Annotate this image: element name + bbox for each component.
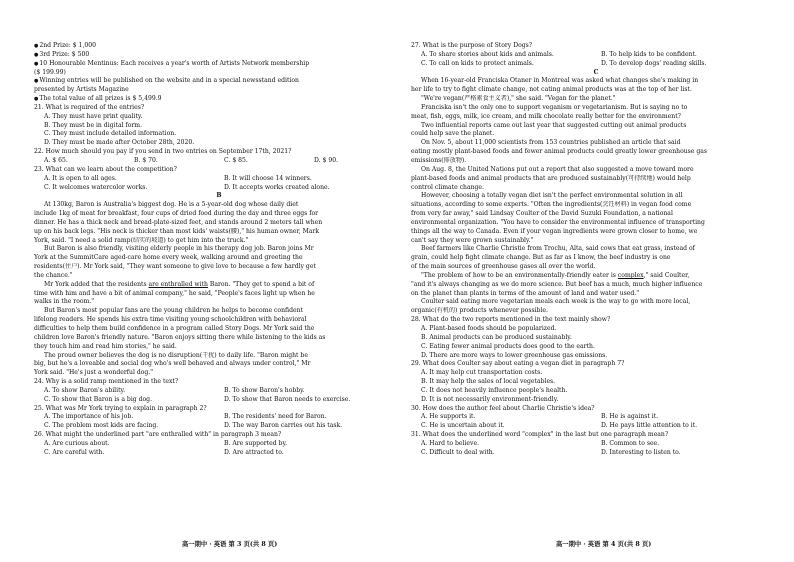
prize-line: presented by Artists Magazine	[34, 86, 129, 94]
answer-option: D. They must be made after October 28th, 2020.	[44, 139, 195, 147]
answer-option: D. Are attracted to.	[224, 448, 284, 456]
prize-line: ($ 199.99)	[34, 68, 66, 76]
passage-line: on the planet than plants in terms of the amount of land and water used."	[411, 289, 640, 297]
question-stem: 26. What might the underlined part "are enthralled with" in paragraph 3 mean?	[34, 431, 282, 439]
passage-line: difficulties to help them build confidence in a program called Story Dogs. Mr York said the	[34, 325, 315, 332]
answer-row	[411, 413, 781, 422]
passage-line: lifelong readers. He spends his extra time visiting young schoolchildren with behavioral	[34, 316, 307, 324]
question-stem: 23. What can we learn about the competition?	[34, 165, 177, 173]
passage-line: children love Baron's friendly nature. "Baron enjoys sitting there while listening to the kids as	[34, 333, 326, 341]
answer-option: B. Animal products can be produced sustainably.	[421, 333, 572, 341]
answer-option: A. $ 65.	[44, 156, 68, 164]
passage-line: York at the SummitCare aged-care home every week, walking around and greeting the	[34, 254, 303, 262]
passage-line: big, but he's a loveable and social dog who's well behaved and always under control," Mr	[34, 360, 311, 368]
passage-line: control climate change.	[411, 183, 484, 191]
prize-line: ● 3rd Prize: $ 500	[34, 51, 404, 60]
passage-line: But Baron's most popular fans are the young children he helps to become confident	[44, 307, 303, 315]
passage-line: up on his back legs. "His neck is thicker than most kids' waists(腰)," his human owner, Mark	[34, 227, 320, 235]
answer-option: C. It welcomes watercolor works.	[44, 183, 148, 191]
section-heading: B	[216, 192, 222, 200]
passage-line: situations, according to some experts. "Often the ingredients(烹饪材料) in vegan food come	[411, 201, 692, 209]
answer-row	[34, 449, 404, 458]
answer-option: C. Eating fewer animal products does good to the earth.	[421, 342, 595, 350]
answer-option: B. It may help the sales of local vegetables.	[421, 378, 556, 386]
passage-text: ," said Coulter,	[643, 271, 690, 279]
prize-line: ● 2nd Prize: $ 1,000	[34, 42, 404, 51]
answer-option: A. It may help cut transportation costs.	[421, 369, 543, 377]
right-page	[411, 42, 781, 458]
answer-option: A. To show Baron's ability.	[44, 386, 126, 394]
answer-option: A. Hard to believe.	[421, 439, 480, 447]
answer-option: C. He is uncertain about it.	[421, 422, 505, 430]
passage-line: The proud owner believes the dog is no disruption(干扰) to daily life. "Baron might be	[44, 351, 308, 359]
prize-line: ● Winning entries will be published on the website and in a special newsstand edition	[34, 77, 404, 86]
passage-line: emissions(排放物).	[411, 156, 467, 164]
answer-option: C. Are careful with.	[44, 448, 105, 456]
passage-line: of the main sources of greenhouse gases all over the world.	[411, 263, 596, 271]
answer-row	[411, 449, 781, 458]
answer-row	[411, 60, 781, 69]
answer-option: A. To share stories about kids and animals.	[421, 50, 554, 58]
passage-line: Beef farmers like Charlie Christie from Trochu, Alta, said cows that eat grass, instead of	[421, 245, 695, 253]
question-stem: 30. How does the author feel about Charlie Christie's idea?	[411, 404, 595, 412]
passage-line: At 130kg, Baron is Australia's biggest dog. He is a 5-year-old dog whose daily diet	[44, 201, 299, 209]
answer-option: B. Are supported by.	[224, 439, 288, 447]
answer-option: C. They must include detailed information.	[44, 130, 177, 138]
question-stem: 24. Why is a solid ramp mentioned in the text?	[34, 378, 179, 386]
answer-row	[34, 175, 404, 184]
passage-line: time with him and have a bit of animal company," he said, "People's faces light up when he	[34, 289, 315, 297]
answer-option: D. It is not necessarily environment-friendly.	[421, 395, 559, 403]
passage-line: from very far away," said Lindsay Coulter of the David Suzuki Foundation, a national	[411, 210, 673, 218]
passage-text: "The problem of how to be an environmentally-friendly eater is	[421, 271, 618, 279]
answer-row	[34, 387, 404, 396]
question-stem: 29. What does Coulter say about eating a vegan diet in paragraph 7?	[411, 360, 625, 368]
passage-line: things all the way to Canada. Even if your vegan ingredients were grown closer to home, we	[411, 227, 698, 235]
answer-option: D. To develop dogs' reading skills.	[601, 59, 707, 67]
passage-line: When 16-year-old Franciska Otaner in Montreal was asked what changes she's making in	[421, 77, 699, 85]
passage-line: grain, could help fight climate change. But as far as I know, the beef industry is one	[411, 254, 671, 262]
question-stem: 28. What do the two reports mentioned in the text mainly show?	[411, 316, 611, 324]
answer-option: B. Common to see.	[601, 439, 660, 447]
answer-option: C. The problem most kids are facing.	[44, 422, 159, 430]
passage-line: On Aug. 8, the United Nations put out a report that also suggested a move toward more	[421, 165, 694, 173]
passage-line-with-underline	[34, 281, 404, 290]
passage-line: the chance."	[34, 271, 73, 279]
answer-option: C. To show that Baron is a big dog.	[44, 395, 153, 403]
answer-option: B. To help kids to be confident.	[601, 50, 697, 58]
passage-line: On Nov. 5, about 11,000 scientists from 153 countries published an article that said	[421, 139, 681, 147]
passage-line: could help save the planet.	[411, 130, 495, 138]
passage-line: organic(有机的) products whenever possible.	[411, 307, 548, 315]
answer-row	[34, 157, 404, 166]
passage-line: dinner. He has a thick neck and bread-plate-sized feet, and stands around 2 meters tall when	[34, 218, 323, 226]
answer-row	[411, 51, 781, 60]
answer-row	[34, 440, 404, 449]
answer-option: C. $ 85.	[224, 156, 248, 164]
answer-row	[34, 422, 404, 431]
answer-row	[34, 396, 404, 405]
passage-line: walks in the room."	[34, 298, 95, 306]
answer-option: D. $ 90.	[314, 156, 339, 164]
passage-line: Coulter said eating more vegetarian meals each week is the way to go with more local,	[421, 298, 691, 306]
answer-option: D. Interesting to listen to.	[601, 448, 681, 456]
question-stem: 21. What is required of the entries?	[34, 103, 145, 111]
underlined-word: complex	[617, 271, 644, 279]
passage-line: meat, fish, eggs, milk, ice cream, and milk chocolate really better for the environment?	[411, 112, 681, 120]
answer-option: C. Difficult to deal with.	[421, 448, 495, 456]
section-heading: C	[593, 68, 599, 76]
answer-option: B. To show Baron's hobby.	[224, 386, 305, 394]
answer-option: B. The residents' need for Baron.	[224, 413, 327, 421]
question-stem: 22. How much should you pay if you send in two entries on September 17th, 2021?	[34, 148, 292, 156]
passage-line: Franciska isn't the only one to support veganism or vegetarianism. But is saying no to	[421, 103, 688, 111]
passage-line: environmental organization. "You have to consider the environmental influence of transporting	[411, 218, 705, 226]
question-stem: 25. What was Mr York trying to explain in paragraph 2?	[34, 404, 207, 412]
passage-line: plant-based foods and animal products that are produced sustainably(可持续地) would help	[411, 174, 691, 182]
left-page	[34, 42, 404, 458]
passage-line: eating mostly plant-based foods and fewer animal products could greatly lower greenhouse gas	[411, 148, 708, 156]
answer-option: D. It accepts works created alone.	[224, 183, 330, 191]
answer-option: C. It does not heavily influence people's health.	[421, 386, 568, 394]
answer-option: A. The importance of his job.	[44, 413, 134, 421]
answer-row	[34, 184, 404, 193]
answer-option: A. It is open to all ages.	[44, 174, 117, 182]
passage-line: they touch him and read him stories," he said.	[34, 342, 177, 350]
question-stem: 31. What does the underlined word "complex" in the last but one paragraph mean?	[411, 431, 669, 439]
passage-line: Two influential reports came out last year that suggested cutting out animal products	[421, 121, 687, 129]
prize-line: ● The total value of all prizes is $ 5,499.9	[34, 95, 404, 104]
answer-option: A. He supports it.	[421, 413, 476, 421]
passage-line: can't say they were grown sustainably."	[411, 236, 534, 244]
answer-option: A. Plant-based foods should be popularized.	[421, 325, 557, 332]
answer-option: B. It will choose 14 winners.	[224, 174, 312, 182]
passage-line: However, choosing a totally vegan diet isn't the perfect environmental solution in all	[421, 192, 683, 200]
answer-option: A. Are curious about.	[44, 439, 110, 447]
answer-row	[411, 422, 781, 431]
passage-line-with-underline	[411, 272, 781, 281]
answer-option: B. $ 70.	[134, 156, 158, 164]
passage-line: York, said. "I need a solid ramp(结实的坡道) to get him into the truck."	[34, 236, 249, 244]
passage-line: "and it's always changing as we do more science. But beef has a much, much higher influence	[411, 280, 703, 288]
answer-option: C. To call on kids to protect animals.	[421, 59, 534, 67]
passage-line: "We're vegan(严格素食主义者)," she said. "Vegan for the planet."	[421, 95, 616, 103]
prize-line: ● 10 Honourable Mentinus: Each receives a year's worth of Artists Network membership	[34, 60, 404, 69]
answer-option: D. To show that Baron needs to exercise.	[224, 395, 351, 403]
passage-text: Mr York added that the residents	[44, 280, 149, 288]
answer-option: D. The way Baron carries out his task.	[224, 422, 343, 430]
page-footer: 高一期中 · 英语 第 3 页(共 8 页)	[182, 541, 278, 548]
passage-line: include 1kg of meat for breakfast, four cups of dried food during the day and three eggs for	[34, 210, 319, 218]
passage-line: her life to try to fight climate change, not cating animal products was at the top of her list.	[411, 86, 692, 94]
answer-row	[34, 413, 404, 422]
passage-text: Baron. "They get to spend a bit of	[207, 280, 315, 288]
answer-row	[411, 440, 781, 449]
underlined-phrase: are enthralled with	[148, 280, 208, 288]
passage-line: York said. "He's just a wonderful dog."	[34, 369, 154, 377]
question-stem: 27. What is the purpose of Story Dogs?	[411, 42, 533, 49]
passage-line: But Baron is also friendly, visiting elderly people in his therapy dog job. Baron joins Mr	[44, 245, 314, 253]
answer-option: B. They must be in digital form.	[44, 121, 143, 129]
answer-option: D. He pays little attention to it.	[601, 422, 698, 430]
passage-line: residents(住户). Mr York said, "They want someone to give love to because a few hardly get	[34, 263, 316, 271]
answer-option: A. They must have print quality.	[44, 112, 143, 120]
answer-option: D. There are more ways to lower greenhouse gas emissions.	[421, 351, 608, 359]
page-footer: 高一期中 · 英语 第 4 页(共 8 页)	[556, 541, 652, 548]
answer-option: B. He is against it.	[601, 413, 659, 421]
